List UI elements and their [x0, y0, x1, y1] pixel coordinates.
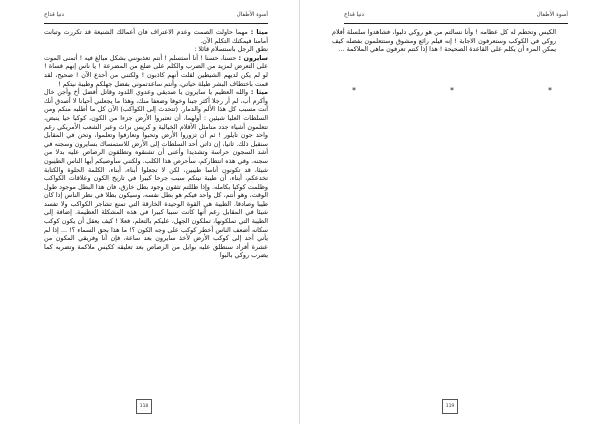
paragraph [44, 28, 268, 45]
header-rule [344, 23, 568, 24]
header-book-title: أسوء الأطفال [236, 12, 268, 18]
separator-star: * [548, 86, 552, 95]
section-separator [332, 86, 556, 96]
page-body [332, 28, 556, 54]
speaker-name: سايرون : [238, 53, 268, 62]
paragraph [44, 45, 268, 54]
running-header [344, 12, 568, 22]
separator-star: * [352, 86, 356, 95]
header-author: دنيا قداح [344, 12, 364, 18]
header-book-title: أسوء الأطفال [536, 12, 568, 18]
right-page [300, 0, 600, 424]
paragraph-text: والله العظيم يا سايرون يا صديقي وعدوي اللدود وقاتل أفضل أخ وأجن خال وأكرم أب، لم أر رجلا أكثر جبنا وخوفا وضعفا منك، وهذا ما يجعلني أحيانا لا أصدق أنك أنت مسبب كل هذا الألم والدمار. (تتحدث إلى الكواكب) الآن كل ما أطلبه منكم ومن السلطات العليا شيئين : أولهما، أن تعتبروا الأرض جزءا من الكون، كوكبا حيا ينبض، تتعلمون أشياء جدد منامثل الأقلام الخيالية و كريس براث وعبر الشعب الأمريكي رغم واحد جون تايلور ! ثم أن تزوروا الأرض وتحبوا وتعارفوا وتعلموا، وتحن في المقابل سنقبل ذلك. ثانيا، إن ذاتي أحد السلطات إلى الأرض للاستمساك بسايرون وسجنه في أشد السجون حراسة وتشديدا وأعنى أن تشنقوه وتطلقون الرصاص عليه بدلا من سجنه. وفي هذه انتظاركم، سأحرص هذا الكلب. ولكنني سأوصيكم أيها الناس الطيبون شيئا، قد تكونون أناسا طيبين، لكن لا تجعلوا أبناء، أبناء، الكلمة الحلوة والكتابة تخدعكم، أبناء، أن طيبة نيتكم سبب جرحا كبيرا في تاريخ الكون وعلاقات الكواكب وظلمت كوكبا بكامله. وإذا ظللتم تثقون وجود بطل خارق، فان هذا البطل موجود طول الوقت، وهو أنتم، كل واحد فيكم هو بطل نفسه، وسيكون بطلا في نظر الناس إذا كان طيبا وصادقا. الطيبة هي القوة الوحيدة الخارقة التي تمنع تشاجر الكواكب ولا تفسد شيئا في المقابل رغم أنها كانت سببا كبيرا في هذه المشكلة العظيمة. إضافة إلى الطيبة التي تملكونها، تملكون الجهل، عليكم بالتعلم، فعلا ! كيف يعقل أن يكون كوكب سكانه أضعف الناس أخطر كوكب على وجه الكون ؟! ما هذا بحق السماء ؟! ... إذا لم يأتي أحد إلى كوكب الأرض لأخذ سايرون بعد ساعة، فإن أنا وفريقي المكون من عشرة أفراد سنطلق عليه بوابل من الرصاص بعد تعليقه ككيس ملاكمة وتضربه كما يضرب روكي بالبوا [44, 88, 268, 260]
paragraph [44, 54, 268, 88]
header-author: دنيا قداح [44, 12, 64, 18]
speaker-name: ميثا : [250, 28, 268, 36]
paragraph-text: مهما حاولت الصمت وعدم الاعتراف فان أعمالك الشنيعة قد تكررت وتبانت أمامنا فيمكنك التكلم الآن. [44, 28, 268, 45]
running-header [44, 12, 268, 22]
header-rule [44, 23, 268, 24]
page-body [44, 28, 268, 260]
paragraph-text: الكيس وتحطم له كل عظامه ! وأنا نسالتم من هو روكي دلبوا، فشاهدوا سلسلة أفلام روكي في الكوكب وستعرفون الاجابة ! إنه فيلم رائع ومشوق وستتعلمون بفضله كيف يمكن المرء أن يكلم على القاعدة الصحيحة ! هذا إذا كنتم تعرفون ماهي الملاكمة ... [332, 28, 556, 54]
separator-star: * [450, 86, 454, 95]
page-number: 119 [442, 399, 458, 414]
paragraph [44, 88, 268, 260]
paragraph-text: حسنا، حسنا ! أنا أستسلم ! أنتم تعذبونني بشكل مبالغ فيه ! أتمنى الموت على التعرض لمزيد من الضرب والكلم على ضلع من المضرعة ! يا ناس إنهم قساة ! لو لم يكن لديهم الشيطين لقلت أنهم كاذبون ! ولكنني من أحدع الآن ! صحيح، لقد قمت باختطاف البشر طيلة حياتي، وأنتم ساعدتموني بفضل جهلكم وطيبة نيتكم ! [44, 53, 268, 88]
speaker-name: ميثا : [250, 88, 268, 97]
paragraph-text: نطق الرجل باستسلام قائلا : [194, 45, 268, 54]
page-number: 118 [136, 399, 152, 414]
paragraph [332, 28, 556, 54]
